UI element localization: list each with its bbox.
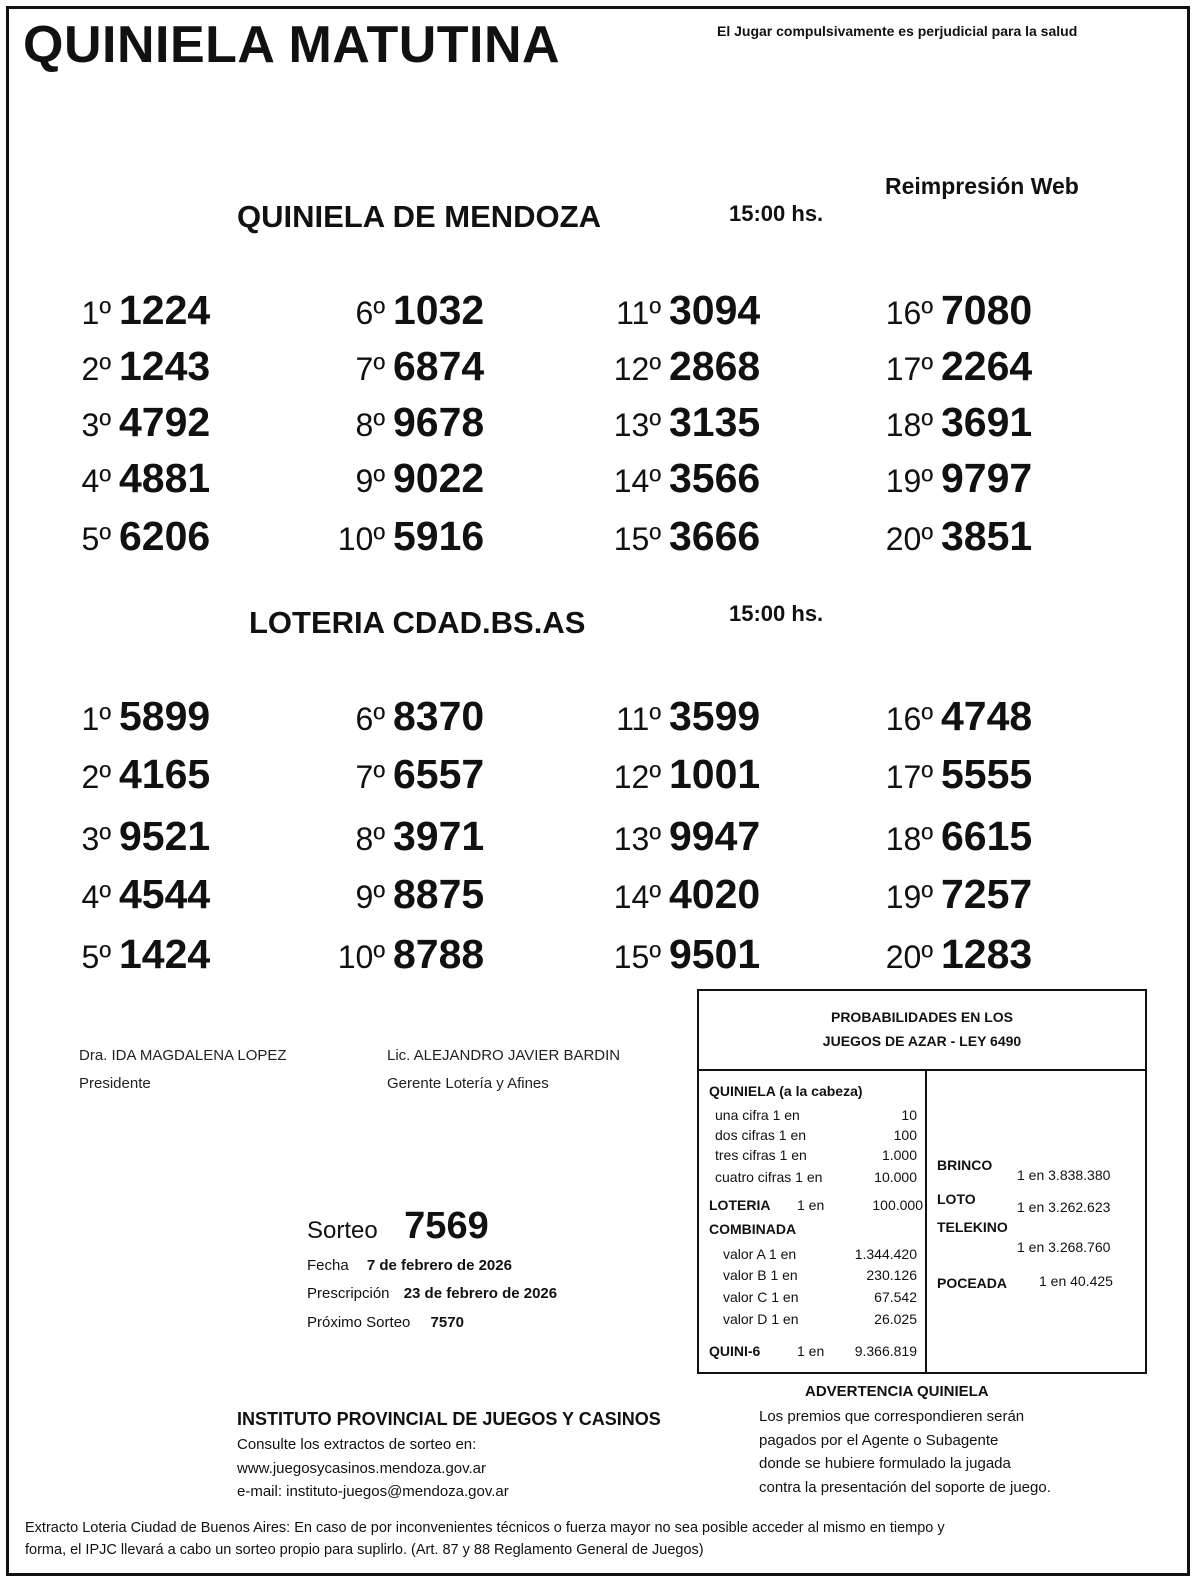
result-entry [583,751,760,798]
signature-name: Lic. ALEJANDRO JAVIER BARDIN [387,1047,621,1064]
result-entry [583,455,760,502]
result-position: 4º [81,879,111,915]
result-number: 6557 [393,751,485,797]
result-number: 1283 [941,931,1033,977]
result-position: 11º [616,295,661,331]
result-position: 2º [81,759,111,795]
institute-email-link[interactable]: e-mail: instituto-juegos@mendoza.gov.ar [237,1483,509,1500]
result-position: 17º [885,351,933,387]
result-entry [855,399,1032,446]
result-entry [307,931,484,978]
result-entry [307,399,484,446]
section-title-loteria: LOTERIA CDAD.BS.AS [249,605,586,640]
result-number: 9678 [393,399,485,445]
prescripcion-row [307,1285,557,1302]
result-number: 3135 [669,399,761,445]
poceada-value: 1 en 40.425 [1039,1273,1113,1289]
result-position: 4º [81,463,111,499]
advertencia-title: ADVERTENCIA QUINIELA [805,1383,989,1400]
section-title-mendoza: QUINIELA DE MENDOZA [237,199,601,234]
quini6-label: QUINI-6 [709,1343,761,1359]
advertencia-text [759,1405,1159,1499]
result-position: 7º [355,351,385,387]
result-entry [307,813,484,860]
brinco-value: 1 en 3.838.380 [1017,1167,1111,1183]
result-number: 4881 [119,455,211,501]
result-position: 13º [613,821,661,857]
result-number: 8788 [393,931,485,977]
result-number: 4792 [119,399,211,445]
quini6-value: 9.366.819 [854,1343,917,1359]
result-entry [855,931,1032,978]
loto-label: LOTO [937,1191,976,1207]
result-position: 10º [337,939,385,975]
brinco-label: BRINCO [937,1157,993,1173]
result-number: 4544 [119,871,211,917]
result-number: 1224 [119,287,211,333]
institute-website-link[interactable]: www.juegosycasinos.mendoza.gov.ar [237,1459,487,1477]
result-number: 5555 [941,751,1033,797]
result-number: 9797 [941,455,1033,501]
result-number: 3666 [669,513,761,559]
result-number: 7080 [941,287,1033,333]
fecha-value: 7 de febrero de 2026 [366,1257,512,1274]
result-entry [583,813,760,860]
result-position: 19º [885,879,933,915]
result-position: 9º [355,879,385,915]
prob-row-label: valor D 1 en [723,1311,799,1327]
result-position: 20º [885,939,933,975]
result-number: 1032 [393,287,485,333]
advertencia-line: pagados por el Agente o Subagente [759,1431,999,1449]
result-number: 3971 [393,813,485,859]
result-entry [307,751,484,798]
result-position: 11º [616,701,661,737]
extract-sheet [6,6,1190,1576]
proximo-value: 7570 [430,1314,464,1331]
result-number: 6874 [393,343,485,389]
probabilities-title [699,991,1145,1071]
result-position: 6º [355,701,385,737]
result-number: 3599 [669,693,761,739]
prescripcion-value: 23 de febrero de 2026 [403,1285,558,1302]
result-number: 9022 [393,455,485,501]
result-entry [583,287,760,334]
probabilities-title-line2: JUEGOS DE AZAR - LEY 6490 [822,1033,1022,1049]
prob-row-label: valor B 1 en [723,1267,798,1283]
result-position: 8º [355,821,385,857]
proximo-row [307,1314,464,1331]
result-position: 7º [355,759,385,795]
result-entry [307,455,484,502]
advertencia-line: donde se hubiere formulado la jugada [759,1455,1011,1472]
result-position: 20º [885,521,933,557]
result-number: 9947 [669,813,761,859]
result-entry [65,693,210,740]
result-position: 9º [355,463,385,499]
sorteo-label: Sorteo [307,1217,378,1244]
result-position: 3º [81,407,111,443]
result-position: 1º [81,701,111,737]
prob-row-label: tres cifras 1 en [715,1147,807,1163]
poceada-label: POCEADA [937,1275,1008,1291]
prob-row-value: 10 [901,1107,917,1123]
prob-row-value: 10.000 [874,1169,917,1185]
health-warning: El Jugar compulsivamente es perjudicial para la salud [717,23,1078,39]
advertencia-line: Los premios que correspondieren serán [759,1408,1025,1425]
prob-row-value: 67.542 [874,1289,917,1305]
institute-info [237,1433,509,1504]
prob-row-value: 1.344.420 [854,1246,917,1262]
sorteo-block [307,1205,489,1248]
result-position: 3º [81,821,111,857]
result-number: 8875 [393,871,485,917]
result-entry [855,751,1032,798]
footer-line: forma, el IPJC llevará a cabo un sorteo propio para suplirlo. (Art. 87 y 88 Reglamento General de Juegos) [25,1542,704,1558]
footer-note [25,1517,1175,1561]
sorteo-number: 7569 [404,1205,489,1247]
combinada-title: COMBINADA [709,1221,797,1237]
fecha-label: Fecha [307,1257,349,1274]
result-entry [65,931,210,978]
result-entry [583,399,760,446]
result-position: 14º [613,879,661,915]
result-entry [65,751,210,798]
prob-row-value: 230.126 [866,1267,917,1283]
result-number: 9501 [669,931,761,977]
prob-row-value: 26.025 [874,1311,917,1327]
result-number: 3691 [941,399,1033,445]
telekino-value: 1 en 3.268.760 [1017,1239,1111,1255]
result-position: 2º [81,351,111,387]
result-entry [855,343,1032,390]
result-number: 3566 [669,455,761,501]
signature-role: Gerente Lotería y Afines [387,1075,549,1092]
result-number: 4165 [119,751,211,797]
footer-line: Extracto Loteria Ciudad de Buenos Aires: En caso de por inconvenientes técnicos o fuerza mayor no sea posible acceder al mismo en tiempo y [25,1520,945,1536]
result-number: 3851 [941,513,1033,559]
result-position: 12º [613,759,661,795]
result-entry [65,455,210,502]
result-position: 16º [885,701,933,737]
result-entry [65,287,210,334]
result-entry [855,455,1032,502]
result-position: 16º [885,295,933,331]
probabilities-title-line1: PROBABILIDADES EN LOS [830,1009,1013,1025]
loto-value: 1 en 3.262.623 [1017,1199,1111,1215]
result-number: 1243 [119,343,211,389]
loteria-prob-mid: 1 en [797,1197,825,1213]
proximo-label: Próximo Sorteo [307,1314,411,1331]
result-entry [855,287,1032,334]
result-number: 5916 [393,513,485,559]
result-position: 18º [885,821,933,857]
result-position: 15º [613,521,661,557]
result-number: 8370 [393,693,485,739]
result-entry [855,513,1032,560]
result-number: 1424 [119,931,211,977]
prob-row-label: cuatro cifras 1 en [715,1169,823,1185]
page-title: QUINIELA MATUTINA [23,16,561,74]
signature-role: Presidente [79,1075,151,1092]
result-entry [307,513,484,560]
prescripcion-label: Prescripción [307,1285,390,1302]
result-entry [583,871,760,918]
quini6-mid: 1 en [797,1343,825,1359]
prob-row-label: una cifra 1 en [715,1107,800,1123]
result-entry [855,813,1032,860]
result-number: 6615 [941,813,1033,859]
result-entry [307,343,484,390]
result-entry [583,693,760,740]
result-position: 12º [613,351,661,387]
result-number: 3094 [669,287,761,333]
result-entry [855,871,1032,918]
probabilities-box [697,989,1147,1374]
result-entry [583,513,760,560]
result-position: 5º [81,939,111,975]
result-entry [65,513,210,560]
result-position: 13º [613,407,661,443]
result-entry [583,931,760,978]
prob-row-label: dos cifras 1 en [715,1127,807,1143]
section-time-loteria: 15:00 hs. [729,601,824,626]
telekino-label: TELEKINO [937,1219,1008,1235]
result-number: 5899 [119,693,211,739]
quiniela-prob-title: QUINIELA (a la cabeza) [709,1083,863,1099]
result-number: 9521 [119,813,211,859]
result-position: 1º [81,295,111,331]
result-position: 17º [885,759,933,795]
result-entry [65,343,210,390]
signature-name: Dra. IDA MAGDALENA LOPEZ [79,1047,287,1064]
advertencia-line: contra la presentación del soporte de juego. [759,1478,1051,1496]
result-entry [307,693,484,740]
prob-row-label: valor C 1 en [723,1289,799,1305]
result-number: 2868 [669,343,761,389]
result-position: 6º [355,295,385,331]
result-entry [583,343,760,390]
section-time-mendoza: 15:00 hs. [729,201,824,226]
result-number: 6206 [119,513,211,559]
prob-row-value: 1.000 [881,1147,917,1163]
result-position: 19º [885,463,933,499]
result-number: 4020 [669,871,761,917]
result-entry [65,399,210,446]
institute-title: INSTITUTO PROVINCIAL DE JUEGOS Y CASINOS [237,1409,661,1429]
result-position: 15º [613,939,661,975]
result-number: 1001 [669,751,761,797]
institute-consult-text: Consulte los extractos de sorteo en: [237,1436,477,1453]
fecha-row [307,1257,512,1274]
result-position: 5º [81,521,111,557]
result-number: 2264 [941,343,1033,389]
prob-row-label: valor A 1 en [723,1246,797,1262]
result-position: 14º [613,463,661,499]
result-position: 8º [355,407,385,443]
probabilities-left-column [699,1071,927,1372]
prob-row-value: 100 [893,1127,917,1143]
result-number: 7257 [941,871,1033,917]
loteria-prob-label: LOTERIA [709,1197,771,1213]
result-entry [65,813,210,860]
reprint-label: Reimpresión Web [885,173,1079,199]
result-position: 18º [885,407,933,443]
result-entry [307,871,484,918]
result-number: 4748 [941,693,1033,739]
result-entry [855,693,1032,740]
result-position: 10º [337,521,385,557]
result-entry [307,287,484,334]
loteria-prob-value: 100.000 [872,1197,923,1213]
result-entry [65,871,210,918]
